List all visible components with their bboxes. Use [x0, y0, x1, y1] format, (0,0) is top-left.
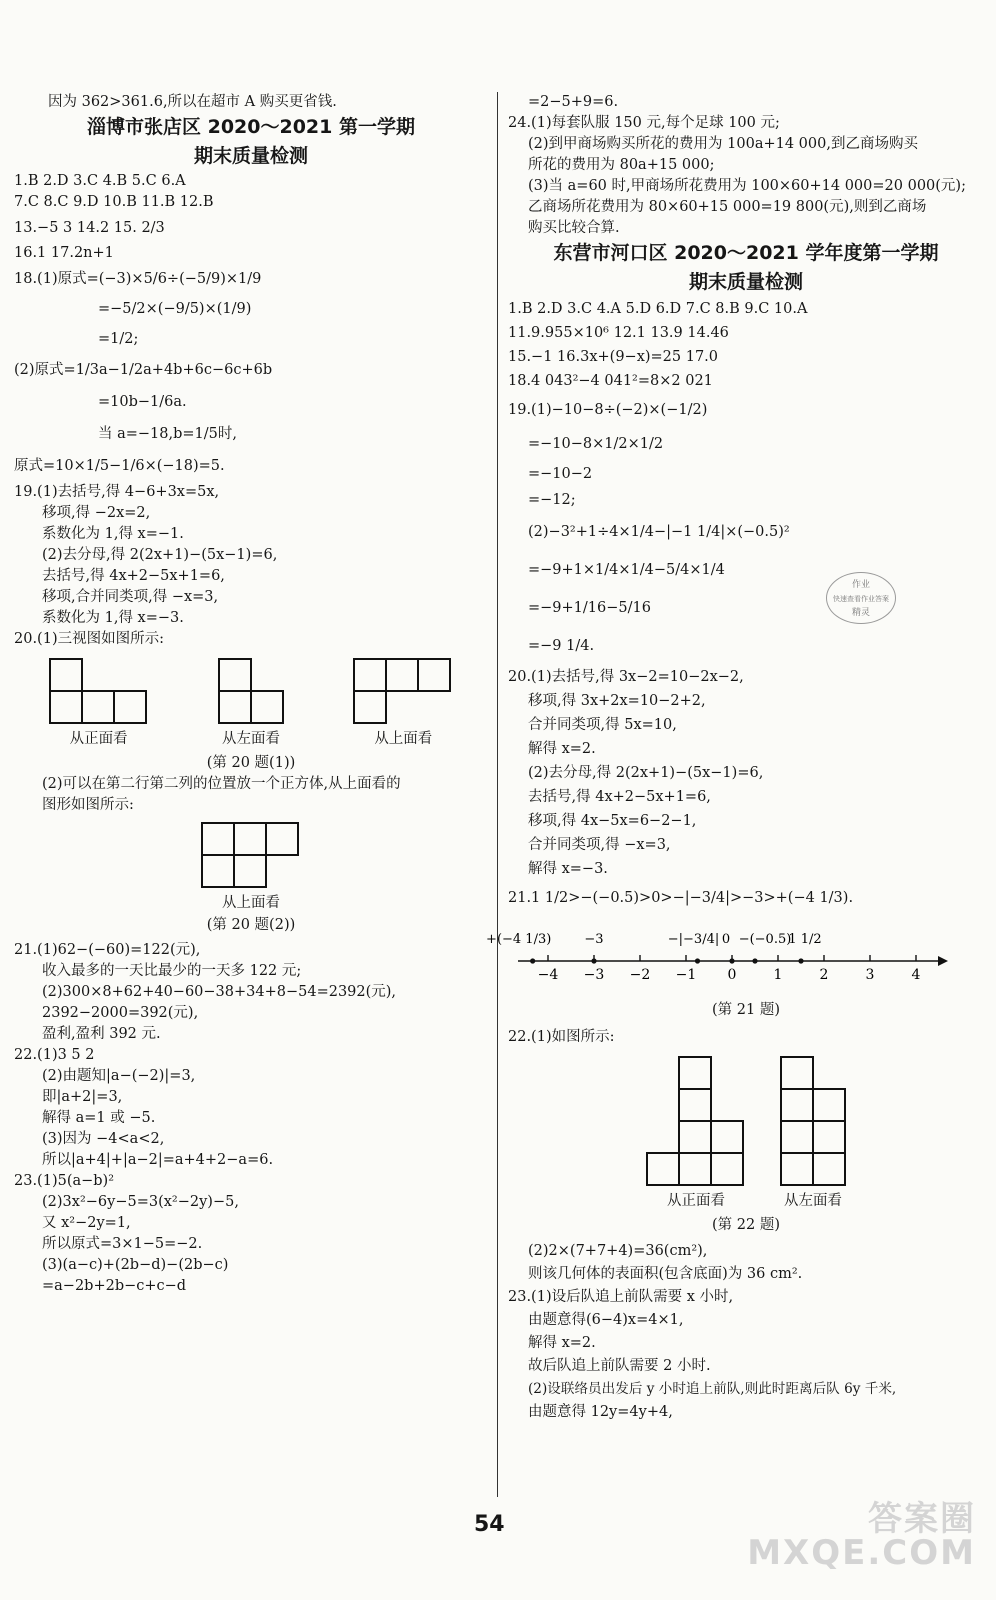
- answer-line: 乙商场所花费用为 80×60+15 000=19 800(元),则到乙商场: [528, 199, 927, 215]
- number-line-tick-label: 4: [911, 967, 921, 983]
- figure-caption: (第 20 题(1)): [206, 755, 296, 771]
- cube-square: [49, 658, 83, 692]
- answer-line: (2)3x²−6y−5=3(x²−2y)−5,: [42, 1194, 239, 1210]
- number-line-point: [695, 958, 700, 963]
- number-line-point-label: −3: [584, 932, 604, 947]
- number-line-tick-label: 2: [819, 967, 829, 983]
- answer-line: 去括号,得 4x+2−5x+1=6,: [42, 568, 225, 584]
- answer-line: 即|a+2|=3,: [42, 1089, 123, 1105]
- section-title-zibo: 淄博市张店区 2020～2021 第一学期: [87, 116, 415, 138]
- answer-line: 解得 x=2.: [528, 1335, 596, 1351]
- cube-square: [417, 658, 451, 692]
- answer-line: 20.(1)三视图如图所示:: [14, 631, 164, 647]
- cube-square: [678, 1088, 712, 1122]
- answer-line: (2)去分母,得 2(2x+1)−(5x−1)=6,: [42, 547, 278, 563]
- answer-line: 合并同类项,得 5x=10,: [528, 717, 677, 733]
- number-line-point-label: +(−4 1/3): [486, 932, 552, 947]
- answers-dongying-part-c: [508, 1240, 984, 1424]
- cube-square: [265, 822, 299, 856]
- cube-square: [250, 690, 284, 724]
- answer-line: 移项,得 −2x=2,: [42, 505, 151, 521]
- cube-square: [812, 1088, 846, 1122]
- number-line-tick-label: −2: [629, 967, 651, 983]
- left-view: [218, 658, 284, 750]
- left-column: [14, 92, 488, 1297]
- front-view: [646, 1056, 746, 1212]
- cube-square: [385, 658, 419, 692]
- cube-square: [780, 1120, 814, 1154]
- view-label: 从上面看: [374, 731, 433, 747]
- answer-line: 去括号,得 4x+2−5x+1=6,: [528, 789, 711, 805]
- answer-line: 当 a=−18,b=1/5时,: [98, 426, 237, 442]
- front-view-grid: [49, 658, 149, 724]
- answer-line: 又 x²−2y=1,: [42, 1215, 131, 1231]
- intro-line: 因为 362>361.6,所以在超市 A 购买更省钱.: [48, 94, 337, 110]
- cube-square: [81, 690, 115, 724]
- view-label: 从左面看: [221, 731, 280, 747]
- view-label: 从正面看: [667, 1193, 725, 1209]
- number-line-point-label: 0: [721, 932, 731, 947]
- cube-square: [49, 690, 83, 724]
- top-view-grid-2: [201, 822, 301, 888]
- answer-line: 系数化为 1,得 x=−3.: [42, 610, 184, 626]
- view-label: 从正面看: [69, 731, 128, 747]
- number-line-point: [729, 958, 734, 963]
- number-line-labels: [486, 932, 822, 964]
- answers-zibo-continued: [508, 92, 984, 239]
- number-line-tick-label: −4: [537, 967, 559, 983]
- page-number: 54: [474, 1512, 505, 1537]
- top-view: [353, 658, 453, 750]
- number-line-point: [798, 958, 803, 963]
- cube-square: [710, 1152, 744, 1186]
- cube-square: [812, 1152, 846, 1186]
- answer-line: 解得 a=1 或 −5.: [42, 1110, 156, 1126]
- section-subtitle-dongying: 期末质量检测: [688, 271, 803, 293]
- answer-line: 原式=10×1/5−1/6×(−18)=5.: [14, 458, 225, 474]
- view-label: 从上面看: [222, 895, 280, 911]
- number-line-point: [530, 958, 535, 963]
- number-line-tick-label: 3: [865, 967, 875, 983]
- cube-square: [646, 1152, 680, 1186]
- cube-square: [678, 1152, 712, 1186]
- answer-line: 收入最多的一天比最少的一天多 122 元;: [42, 963, 302, 979]
- number-line-svg: [486, 921, 948, 995]
- answer-line: (3)(a−c)+(2b−d)−(2b−c): [42, 1257, 229, 1273]
- cube-square: [780, 1088, 814, 1122]
- answers-zibo-part-a: [14, 171, 488, 650]
- number-line-tick-label: −3: [583, 967, 605, 983]
- cube-square: [113, 690, 147, 724]
- cube-square: [233, 854, 267, 888]
- number-line-point-label: −(−0.5): [738, 932, 792, 947]
- answer-line: =−9+1×1/4×1/4−5/4×1/4: [528, 562, 725, 578]
- answer-line: =1/2;: [98, 331, 139, 347]
- answer-line: 所以|a+4|+|a−2|=a+4+2−a=6.: [42, 1152, 274, 1168]
- answer-line: 移项,合并同类项,得 −x=3,: [42, 589, 219, 605]
- answer-line: 由题意得(6−4)x=4×1,: [528, 1312, 684, 1328]
- number-line-point: [752, 958, 757, 963]
- answer-line: 系数化为 1,得 x=−1.: [42, 526, 184, 542]
- answers-zibo-part-c: [14, 940, 488, 1297]
- cube-square: [353, 690, 387, 724]
- answer-line: (2)2×(7+7+4)=36(cm²),: [528, 1243, 708, 1259]
- answer-line: 7.C 8.C 9.D 10.B 11.B 12.B: [14, 194, 214, 210]
- number-line-tick-label: 1: [773, 967, 783, 983]
- homework-stamp: [826, 572, 896, 624]
- answer-line: 21.1 1/2>−(−0.5)>0>−|−3/4|>−3>+(−4 1/3).: [508, 890, 854, 906]
- answer-line: 19.(1)−10−8÷(−2)×(−1/2): [508, 402, 708, 418]
- stamp-line: 作业: [851, 580, 870, 590]
- answer-line: 解得 x=2.: [528, 741, 596, 757]
- cube-square: [201, 854, 235, 888]
- answer-line: 18.(1)原式=(−3)×5/6÷(−5/9)×1/9: [14, 271, 262, 287]
- answer-line: (2)到甲商场购买所花的费用为 100a+14 000,到乙商场购买: [528, 136, 918, 152]
- number-line-figure: [486, 921, 984, 1021]
- answer-line: (2)−3²+1÷4×1/4−|−1 1/4|×(−0.5)²: [528, 524, 790, 540]
- stamp-line: 精灵: [851, 608, 870, 618]
- answer-line: 23.(1)5(a−b)²: [14, 1173, 115, 1189]
- cube-square: [780, 1056, 814, 1090]
- section-title-dongying: 东营市河口区 2020～2021 学年度第一学期: [553, 242, 939, 264]
- section-subtitle-zibo: 期末质量检测: [193, 145, 308, 167]
- answer-line: 11.9.955×10⁶ 12.1 13.9 14.46: [508, 325, 729, 341]
- answers-dongying-part-b: [508, 297, 984, 915]
- answer-line: 合并同类项,得 −x=3,: [528, 837, 671, 853]
- answer-line: 19.(1)去括号,得 4−6+3x=5x,: [14, 484, 220, 500]
- front-view-grid: [646, 1056, 746, 1186]
- cube-square: [233, 822, 267, 856]
- cube-square: [678, 1120, 712, 1154]
- answer-line: =−10−8×1/2×1/2: [528, 436, 664, 452]
- answer-line: 解得 x=−3.: [528, 861, 608, 877]
- answer-line: =−5/2×(−9/5)×(1/9): [98, 301, 252, 317]
- front-view: [49, 658, 149, 750]
- figure-20-1: [14, 658, 488, 750]
- figure-caption: (第 20 题(2)): [206, 917, 296, 933]
- number-line-point-label: 1 1/2: [788, 932, 822, 947]
- cube-square: [780, 1152, 814, 1186]
- view-label: 从左面看: [784, 1193, 842, 1209]
- answer-line: 由题意得 12y=4y+4,: [528, 1404, 673, 1420]
- left-view-grid: [218, 658, 284, 724]
- cube-square: [812, 1120, 846, 1154]
- answer-line: =−9 1/4.: [528, 638, 595, 654]
- answer-line: 移项,得 4x−5x=6−2−1,: [528, 813, 697, 829]
- answer-line: 22.(1)如图所示:: [508, 1029, 615, 1045]
- stamp-line: 快速查看作业答案: [833, 595, 889, 603]
- figure-22: [508, 1056, 984, 1212]
- number-line-point: [591, 958, 596, 963]
- answer-line: 24.(1)每套队服 150 元,每个足球 100 元;: [508, 115, 780, 131]
- cube-square: [678, 1056, 712, 1090]
- left-view: [780, 1056, 846, 1212]
- answer-line: 所花的费用为 80a+15 000;: [528, 157, 715, 173]
- answer-line: 1.B 2.D 3.C 4.B 5.C 6.A: [14, 173, 186, 189]
- answer-line: =−9+1/16−5/16: [528, 600, 651, 616]
- answer-line: (2)去分母,得 2(2x+1)−(5x−1)=6,: [528, 765, 764, 781]
- column-divider: [497, 92, 498, 1497]
- figure-caption: (第 22 题): [712, 1217, 780, 1233]
- figure-caption: (第 21 题): [712, 1002, 780, 1018]
- answer-line: =−10−2: [528, 466, 593, 482]
- answer-line: =−12;: [528, 492, 576, 508]
- answer-line: 盈利,盈利 392 元.: [42, 1026, 161, 1042]
- answer-line: 1.B 2.D 3.C 4.A 5.D 6.D 7.C 8.B 9.C 10.A: [508, 301, 808, 317]
- left-view-grid: [780, 1056, 846, 1186]
- answer-line: 所以原式=3×1−5=−2.: [42, 1236, 203, 1252]
- answer-line: 18.4 043²−4 041²=8×2 021: [508, 373, 713, 389]
- answer-line: 22.(1)3 5 2: [14, 1047, 95, 1063]
- answer-line: (2)由题知|a−(−2)|=3,: [42, 1068, 196, 1084]
- top-view-grid: [353, 658, 453, 724]
- figure-20-2: [14, 822, 488, 936]
- answer-line: 图形如图所示:: [42, 797, 134, 813]
- cube-square: [218, 658, 252, 692]
- answer-line: (2)300×8+62+40−60−38+34+8−54=2392(元),: [42, 984, 397, 1000]
- answer-line: 15.−1 16.3x+(9−x)=25 17.0: [508, 349, 719, 365]
- cube-square: [201, 822, 235, 856]
- answer-line: =10b−1/6a.: [98, 394, 187, 410]
- answer-line: =a−2b+2b−c+c−d: [42, 1278, 187, 1294]
- answer-line: 故后队追上前队需要 2 小时.: [528, 1358, 711, 1374]
- answer-line: 则该几何体的表面积(包含底面)为 36 cm².: [528, 1266, 803, 1282]
- right-column: [486, 92, 984, 1424]
- cube-square: [353, 658, 387, 692]
- answer-line: 购买比较合算.: [528, 220, 620, 236]
- answer-line: 23.(1)设后队追上前队需要 x 小时,: [508, 1289, 734, 1305]
- answer-line: 21.(1)62−(−60)=122(元),: [14, 942, 201, 958]
- answer-line: (2)可以在第二行第二列的位置放一个正方体,从上面看的: [42, 776, 401, 792]
- answer-line: =2−5+9=6.: [528, 94, 619, 110]
- cube-square: [218, 690, 252, 724]
- answer-line: 16.1 17.2n+1: [14, 245, 114, 261]
- answer-line: 2392−2000=392(元),: [42, 1005, 199, 1021]
- answer-line: (3)因为 −4<a<2,: [42, 1131, 165, 1147]
- cube-square: [710, 1120, 744, 1154]
- number-line-tick-label: 0: [727, 967, 737, 983]
- answer-line: (2)设联络员出发后 y 小时追上前队,则此时距离后队 6y 千米,: [528, 1381, 897, 1397]
- watermark: 答案圈 MXQE.COM: [747, 1499, 976, 1573]
- number-line-point-label: −|−3/4|: [667, 932, 720, 947]
- number-line-tick-label: −1: [675, 967, 697, 983]
- answer-line: (2)原式=1/3a−1/2a+4b+6c−6c+6b: [14, 362, 273, 378]
- answer-line: 移项,得 3x+2x=10−2+2,: [528, 693, 706, 709]
- number-line-arrow-icon: [938, 956, 948, 966]
- answer-line: (3)当 a=60 时,甲商场所花费用为 100×60+14 000=20 000(元);: [528, 178, 966, 194]
- answer-line: 20.(1)去括号,得 3x−2=10−2x−2,: [508, 669, 744, 685]
- answer-line: 13.−5 3 14.2 15. 2/3: [14, 220, 165, 236]
